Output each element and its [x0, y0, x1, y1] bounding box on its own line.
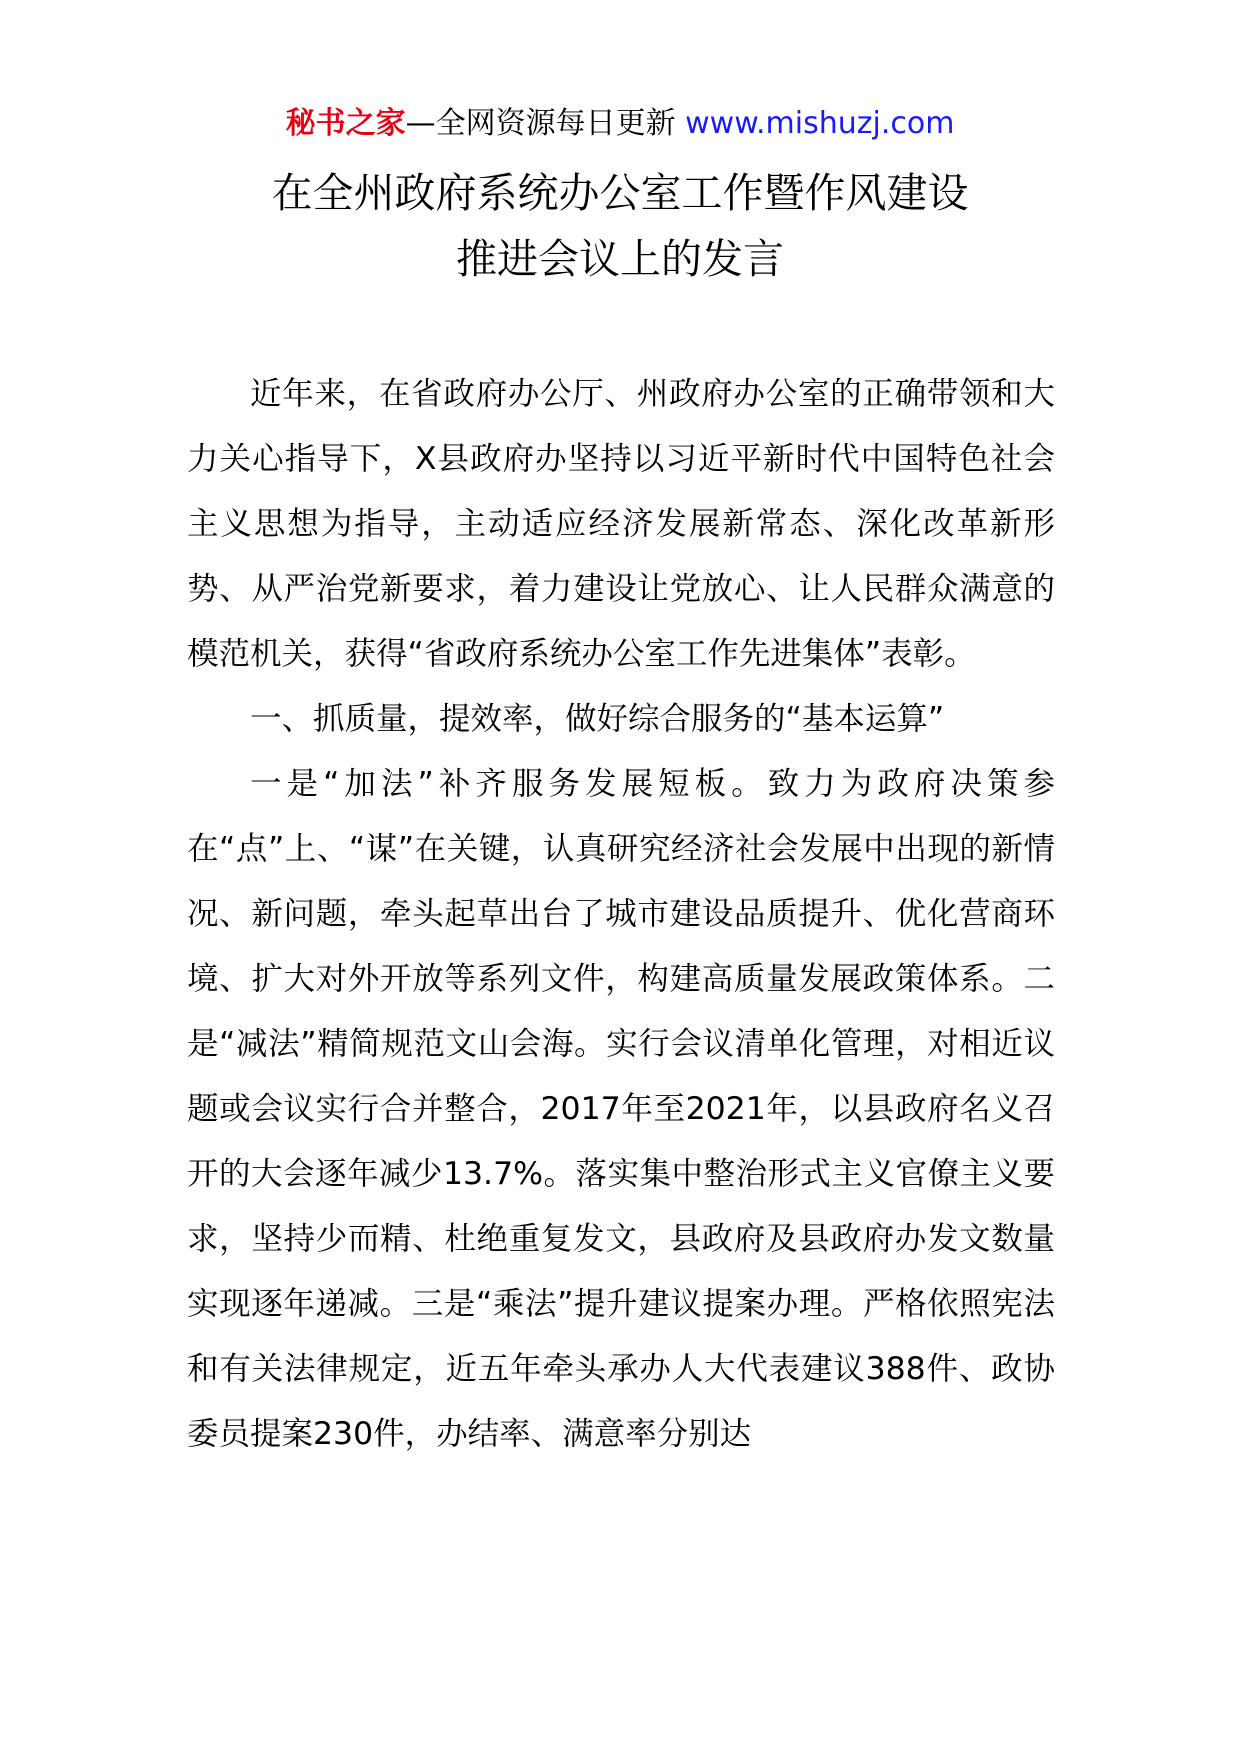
site-url-link[interactable]: www.mishuzj.com: [685, 106, 955, 141]
section-heading-1: 一、抓质量，提效率，做好综合服务的“基本运算”: [250, 701, 945, 737]
site-tagline: —全网资源每日更新: [405, 106, 686, 141]
body-paragraph-section-1: 一是“加法”补齐服务发展短板。致力为政府决策参在“点”上、“谋”在关键，认真研究经济社会发展中出现的新情况、新问题，牵头起草出台了城市建设品质提升、优化营商环境、扩大对外开放等系列文件，构建高质量发展政策体系。二是“减法”精简规范文山会海。实行会议清单化管理，对相近议题或会议实行合并整合，2017年至2021年，以县政府名义召开的大会逐年减少13.7%。落实集中整治形式主义官僚主义要求，坚持少而精、杜绝重复发文，县政府及县政府办发文数量实现逐年递减。三是“乘法”提升建议提案办理。严格依照宪法和有关法律规定，近五年牵头承办人大代表建议388件、政协委员提案230件，办结率、满意率分别达: [187, 766, 1055, 1452]
site-brand: 秘书之家: [285, 106, 406, 141]
site-header: [0, 104, 1240, 144]
document-body: [187, 362, 1055, 1467]
document-title-line-2: 推进会议上的发言: [456, 235, 784, 283]
document-title-line-1: 在全州政府系统办公室工作暨作风建设: [271, 169, 969, 217]
body-paragraph-intro: 近年来，在省政府办公厅、州政府办公室的正确带领和大力关心指导下，X县政府办坚持以习近平新时代中国特色社会主义思想为指导，主动适应经济发展新常态、深化改革新形势、从严治党新要求，着力建设让党放心、让人民群众满意的模范机关，获得“省政府系统办公室工作先进集体”表彰。: [187, 376, 1055, 672]
